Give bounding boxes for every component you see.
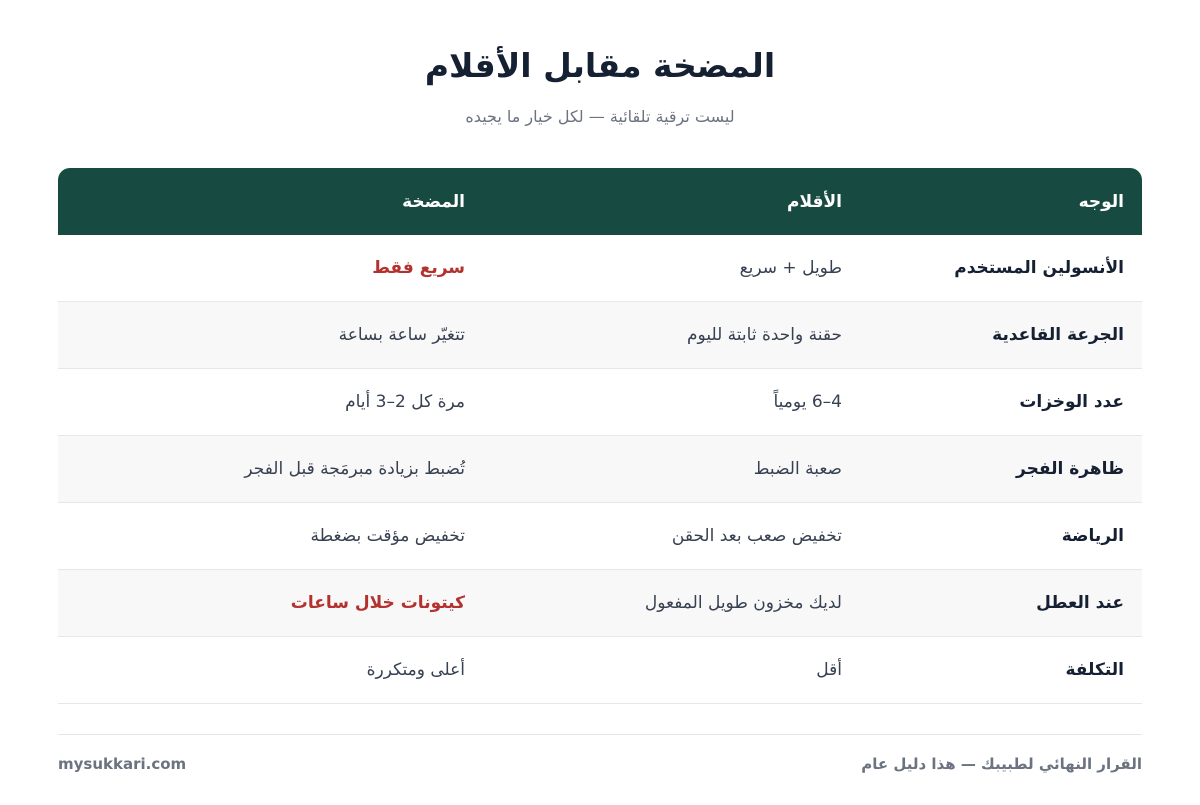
footer-disclaimer: القرار النهائي لطبيبك — هذا دليل عام: [861, 755, 1142, 773]
row-pens-value: 4–6 يومياً: [773, 392, 842, 412]
row-pump-value: أعلى ومتكررة: [366, 660, 465, 680]
column-header-aspect: الوجه: [1078, 191, 1124, 212]
row-aspect: التكلفة: [1065, 660, 1124, 680]
table-row: [58, 503, 1142, 570]
row-pump-value: تُضبط بزيادة مبرمَجة قبل الفجر: [244, 459, 465, 479]
table-row: [58, 369, 1142, 436]
row-pens-value: لديك مخزون طويل المفعول: [644, 593, 842, 613]
row-aspect: عند العطل: [1036, 593, 1124, 613]
table-header: [58, 168, 1142, 235]
row-aspect: عدد الوخزات: [1019, 392, 1124, 412]
row-aspect: الأنسولين المستخدم: [954, 258, 1124, 278]
row-pens-value: صعبة الضبط: [753, 459, 842, 479]
row-pens-value: أقل: [816, 660, 842, 680]
comparison-table: [58, 168, 1142, 704]
row-pump-value: تخفيض مؤقت بضغطة: [310, 526, 465, 546]
table-row: [58, 302, 1142, 369]
row-pump-value: كيتونات خلال ساعات: [290, 593, 465, 613]
row-pump-value: تتغيّر ساعة بساعة: [338, 325, 465, 345]
footer-brand: mysukkari.com: [58, 755, 187, 773]
column-header-pens: الأقلام: [787, 191, 842, 212]
row-pump-value: مرة كل 2–3 أيام: [345, 392, 465, 412]
table-row: [58, 637, 1142, 704]
row-aspect: الرياضة: [1061, 526, 1124, 546]
row-aspect: ظاهرة الفجر: [1016, 459, 1124, 479]
row-pens-value: حقنة واحدة ثابتة لليوم: [687, 325, 842, 345]
page-subtitle: ليست ترقية تلقائية — لكل خيار ما يجيده: [465, 107, 735, 126]
table-row: [58, 235, 1142, 302]
row-aspect: الجرعة القاعدية: [992, 325, 1124, 345]
row-pens-value: تخفيض صعب بعد الحقن: [671, 526, 842, 546]
row-pens-value: طويل + سريع: [739, 258, 842, 278]
table-row: [58, 570, 1142, 637]
table-row: [58, 436, 1142, 503]
page-title: المضخة مقابل الأقلام: [424, 46, 776, 85]
footer-divider: [58, 734, 1142, 735]
column-header-pump: المضخة: [402, 191, 465, 212]
row-pump-value: سريع فقط: [372, 258, 465, 278]
